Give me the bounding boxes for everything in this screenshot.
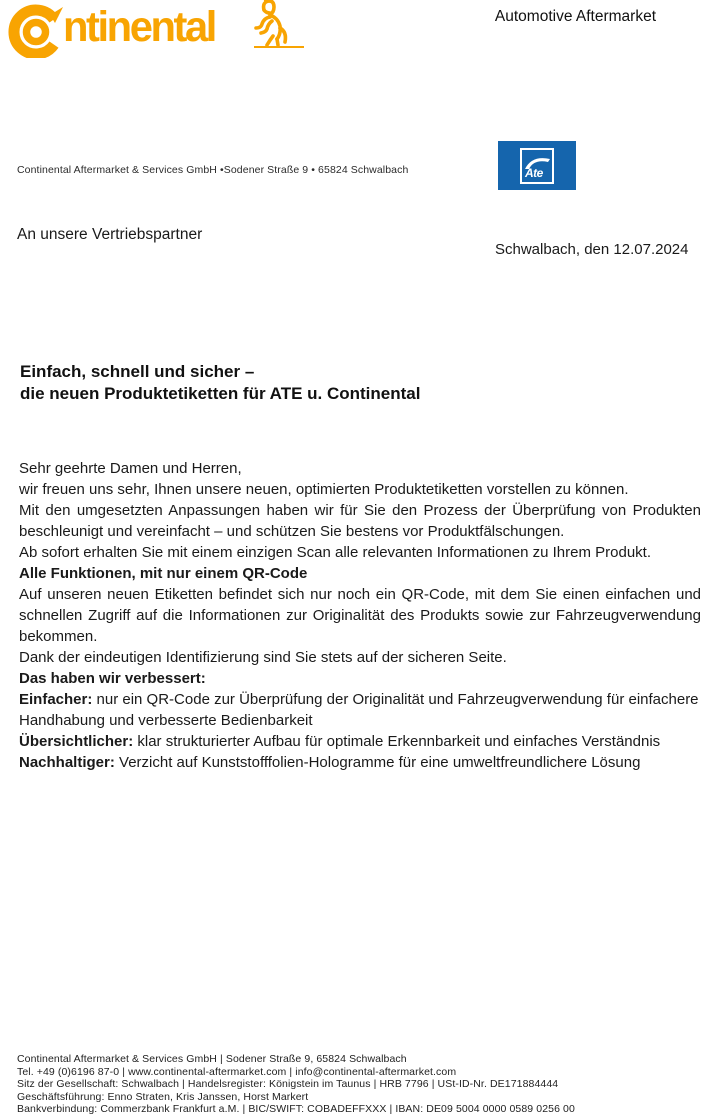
bullet-text: klar strukturierter Aufbau für optimale Erkennbarkeit und einfaches Verständnis: [133, 733, 661, 750]
footer-line: Tel. +49 (0)6196 87-0 | www.continental-aftermarket.com | info@continental-aftermarket.com: [17, 1065, 457, 1078]
ate-logo-text: Ate: [525, 165, 543, 180]
paragraph-scan: Ab sofort erhalten Sie mit einem einzigen Scan alle relevanten Informationen zu Ihrem Produkt.: [19, 544, 652, 561]
bullet-term: Einfacher:: [19, 691, 93, 708]
section-heading-improved: Das haben wir verbessert:: [19, 670, 206, 687]
subject-heading: [20, 361, 420, 404]
paragraph-identification: Dank der eindeutigen Identifizierung sind Sie stets auf der sicheren Seite.: [19, 649, 507, 666]
ate-logo-frame: [520, 148, 554, 184]
continental-logo: [8, 0, 304, 58]
letter-body: [19, 458, 701, 773]
bullet-einfacher: [19, 689, 701, 731]
subject-line-2: die neuen Produktetiketten für ATE u. Continental: [20, 383, 421, 403]
salutation: Sehr geehrte Damen und Herren,: [19, 460, 242, 477]
footer-line: Bankverbindung: Commerzbank Frankfurt a.M. | BIC/SWIFT: COBADEFFXXX | IBAN: DE09 5004 0000 0589 0256 00: [17, 1103, 575, 1116]
ate-logo: [498, 141, 576, 190]
paragraph-intro: wir freuen uns sehr, Ihnen unsere neuen, optimierten Produktetiketten vorstellen zu können.: [19, 481, 629, 498]
sender-line: Continental Aftermarket & Services GmbH •Sodener Straße 9 • 65824 Schwalbach: [17, 164, 409, 176]
bullet-term: Nachhaltiger:: [19, 754, 115, 771]
subject-line-1: Einfach, schnell und sicher –: [20, 362, 255, 381]
recipient-line: An unsere Vertriebspartner: [17, 226, 203, 243]
continental-c-icon: [8, 2, 66, 58]
continental-horse-icon: [254, 0, 304, 50]
paragraph-qr-details: Auf unseren neuen Etiketten befindet sich nur noch ein QR-Code, mit dem Sie einen einfachen und schnellen Zugriff auf die Informationen zur Originalität des Produkts sowie zur Fahrzeugverwendung bekommen.: [19, 586, 701, 645]
section-heading-qr-code: Alle Funktionen, mit nur einem QR-Code: [19, 565, 308, 582]
continental-wordmark: ntinental: [63, 3, 215, 51]
bullet-text: Verzicht auf Kunststofffolien-Hologramme für eine umweltfreundlichere Lösung: [114, 754, 641, 771]
division-label: Automotive Aftermarket: [494, 8, 656, 25]
footer: [17, 1053, 575, 1116]
bullet-term: Übersichtlicher:: [19, 733, 134, 750]
footer-line: Geschäftsführung: Enno Straten, Kris Janssen, Horst Markert: [17, 1090, 309, 1103]
bullet-nachhaltiger: [19, 752, 701, 773]
dateline: Schwalbach, den 12.07.2024: [495, 241, 689, 258]
bullet-uebersichtlicher: [19, 731, 701, 752]
paragraph-improvements: Mit den umgesetzten Anpassungen haben wir für Sie den Prozess der Überprüfung von Produkten beschleunigt und vereinfacht – und schützen Sie bestens vor Produktfälschungen.: [19, 502, 701, 540]
footer-line: Sitz der Gesellschaft: Schwalbach | Handelsregister: Königstein im Taunus | HRB 7796 | USt-ID-Nr. DE171884444: [17, 1078, 559, 1091]
bullet-text: nur ein QR-Code zur Überprüfung der Originalität und Fahrzeugverwendung für einfachere Handhabung und verbesserte Bedienbarkeit: [19, 691, 699, 729]
footer-line: Continental Aftermarket & Services GmbH | Sodener Straße 9, 65824 Schwalbach: [17, 1053, 407, 1065]
